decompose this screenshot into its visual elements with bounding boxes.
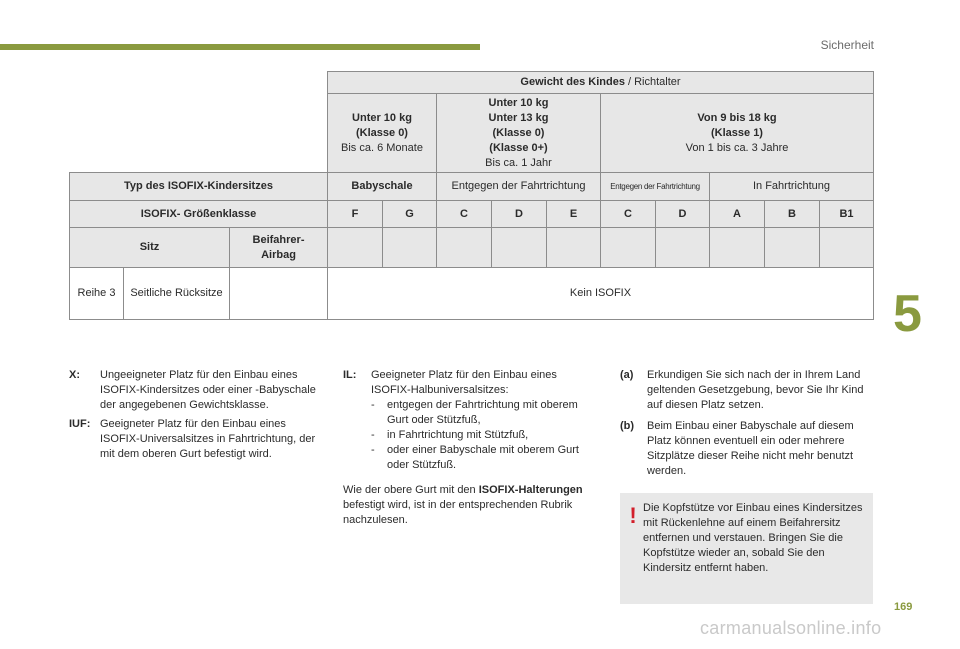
- type-babyschale: Babyschale: [327, 172, 437, 201]
- row3-airbag: [229, 267, 328, 320]
- seat-empty-cell: [819, 227, 874, 268]
- size-cell: D: [655, 200, 710, 228]
- type-in-fahrtrichtung: In Fahrtrichtung: [709, 172, 874, 201]
- isofix-reference: Wie der obere Gurt mit den ISOFIX-Halterungen befestigt wird, ist in der entsprechenden Rubrik nachzulesen.: [343, 484, 583, 526]
- type-row-label: Typ des ISOFIX-Kindersitzes: [69, 172, 328, 201]
- seat-empty-cell: [491, 227, 547, 268]
- airbag-header: Beifahrer- Airbag: [229, 227, 328, 268]
- size-cell: B1: [819, 200, 874, 228]
- note-a: (a) Erkundigen Sie sich nach der in Ihrem Land geltenden Gesetzgebung, bevor Sie Ihr Kind auf diesen Platz setzen.: [620, 369, 864, 411]
- size-row-label: ISOFIX- Größenklasse: [69, 200, 328, 228]
- seat-empty-cell: [709, 227, 765, 268]
- notes-left: [69, 368, 324, 466]
- weight-header: Gewicht des Kindes / Richtalter: [327, 71, 874, 94]
- seat-empty-cell: [600, 227, 656, 268]
- size-cell: F: [327, 200, 383, 228]
- size-cell: C: [600, 200, 656, 228]
- type-entgegen-group1: Entgegen der Fahrtrichtung: [600, 172, 710, 201]
- size-cell: G: [382, 200, 437, 228]
- section-title: Sicherheit: [820, 38, 874, 52]
- notes-right: [620, 368, 873, 483]
- group-header-0: Unter 10 kg (Klasse 0) Bis ca. 6 Monate: [327, 93, 437, 173]
- watermark: carmanualsonline.info: [700, 618, 882, 638]
- size-cell: B: [764, 200, 820, 228]
- note-il: IL: Geeigneter Platz für den Einbau eines ISOFIX-Halbuniversalsitzes: - entgegen der Fahrtrichtung mit oberem Gurt oder Stützfuß, - in Fahrtrichtung mit Stützfuß, - oder einer Babyschale mit oberem Gurt oder Stützfuß.: [343, 368, 593, 473]
- seat-empty-cell: [436, 227, 492, 268]
- kein-isofix-cell: Kein ISOFIX: [327, 267, 874, 320]
- size-cell: D: [491, 200, 547, 228]
- warning-text: Die Kopfstütze vor Einbau eines Kindersitzes mit Rückenlehne auf einem Beifahrersitz entfernen und verstauen. Bringen Sie die Kopfstütze wieder an, sobald Sie den Kindersitz entfernt haben.: [643, 502, 863, 574]
- row3-seat: Seitliche Rücksitze: [123, 267, 230, 320]
- seat-empty-cell: [327, 227, 383, 268]
- size-cell: E: [546, 200, 601, 228]
- size-cell: C: [436, 200, 492, 228]
- list-item: - oder einer Babyschale mit oberem Gurt oder Stützfuß.: [371, 444, 579, 471]
- row3-label: Reihe 3: [69, 267, 124, 320]
- list-item: - entgegen der Fahrtrichtung mit oberem Gurt oder Stützfuß,: [371, 399, 578, 426]
- seat-empty-cell: [546, 227, 601, 268]
- warning-box: [620, 493, 873, 604]
- page-number: 169: [894, 601, 913, 613]
- note-x: X: Ungeeigneter Platz für den Einbau eines ISOFIX-Kindersitzes oder einer -Babyschale der angegebenen Gewichtsklasse.: [69, 369, 316, 411]
- chapter-number: 5: [893, 285, 922, 343]
- seat-empty-cell: [655, 227, 710, 268]
- seat-row-label: Sitz: [69, 227, 230, 268]
- notes-middle: [343, 368, 593, 528]
- note-iuf: IUF: Geeigneter Platz für den Einbau eines ISOFIX-Universalsitzes in Fahrtrichtung, der mit dem oberen Gurt befestigt wird.: [69, 418, 316, 460]
- warning-icon: !: [629, 503, 637, 528]
- note-b: (b) Beim Einbau einer Babyschale auf diesem Platz können eventuell ein oder mehrere Sitzplätze dieser Reihe nicht mehr benutzt werden.: [620, 420, 854, 477]
- group-header-0plus: Unter 10 kg Unter 13 kg (Klasse 0) (Klasse 0+) Bis ca. 1 Jahr: [436, 93, 601, 173]
- seat-empty-cell: [764, 227, 820, 268]
- size-cell: A: [709, 200, 765, 228]
- list-item: - in Fahrtrichtung mit Stützfuß,: [371, 429, 529, 441]
- top-accent-bar: [0, 44, 480, 50]
- il-list: [371, 398, 593, 473]
- group-header-1: Von 9 bis 18 kg (Klasse 1) Von 1 bis ca. 3 Jahre: [600, 93, 874, 173]
- seat-empty-cell: [382, 227, 437, 268]
- type-entgegen: Entgegen der Fahrtrichtung: [436, 172, 601, 201]
